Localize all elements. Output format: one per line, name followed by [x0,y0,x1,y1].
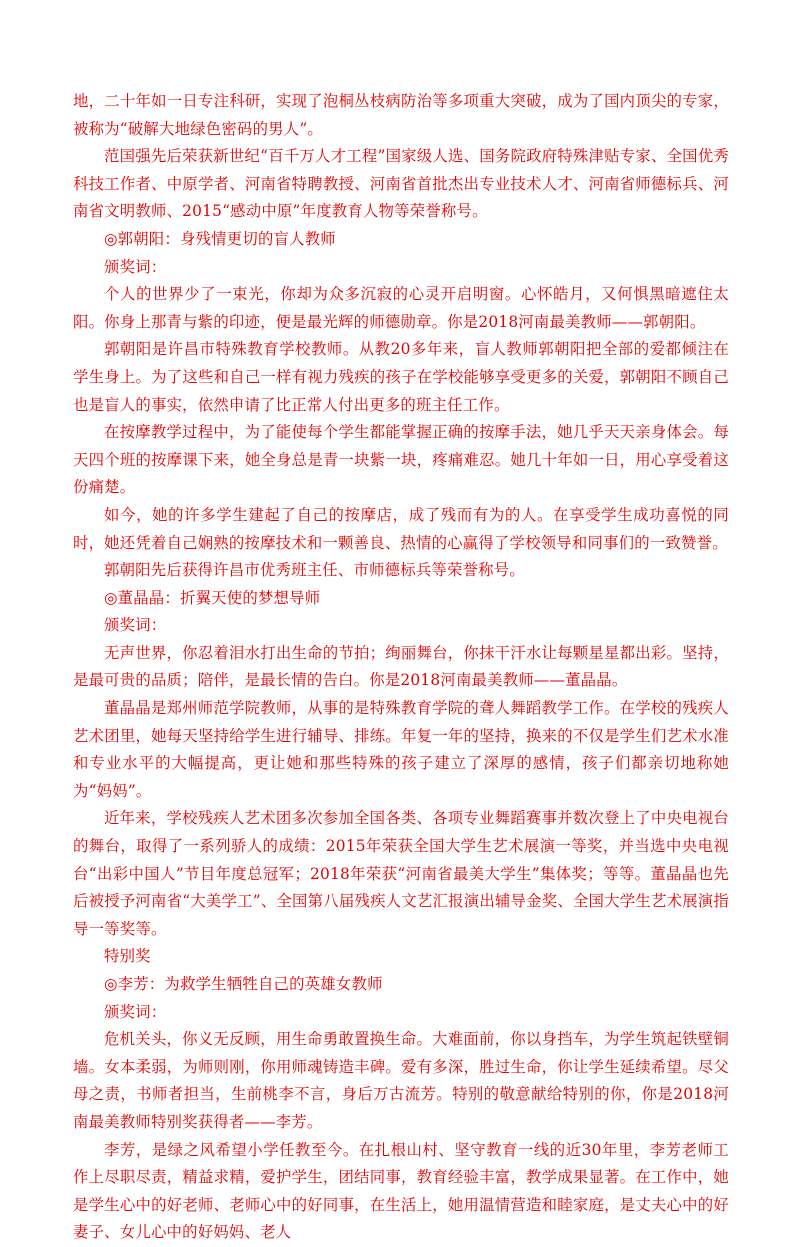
award-speech-label: 颁奖词： [104,616,167,635]
document-body [73,88,729,1247]
paragraph: 地，二十年如一日专注科研，实现了泡桐丛枝病防治等多项重大突破，成为了国内顶尖的专家，被称为“破解大地绿色密码的男人”。 [73,92,729,138]
paragraph: 董晶晶是郑州师范学院教师，从事的是特殊教育学院的聋人舞蹈教学工作。在学校的残疾人艺术团里，她每天坚持给学生进行辅导、排练。年复一年的坚持，换来的不仅是学生们艺术水准和专业水平的大幅提高，更让她和那些特殊的孩子建立了深厚的感情，孩子们都亲切地称她为“妈妈”。 [73,699,729,800]
section-heading: ◎李芳：为救学生牺牲自己的英雄女教师 [104,975,383,993]
paragraph: 近年来，学校残疾人艺术团多次参加全国各类、各项专业舞蹈赛事并数次登上了中央电视台的舞台，取得了一系列骄人的成绩：2015年荣获全国大学生艺术展演一等奖，并当选中央电视台“出彩中国人”节目年度总冠军；2018年荣获“河南省最美大学生”集体奖；等等。董晶晶也先后被授予河南省“大美学工”、全国第八届残疾人文艺汇报演出辅导金奖、全国大学生艺术展演指导一等奖等。 [73,809,729,938]
paragraph: 无声世界，你忍着泪水打出生命的节拍；绚丽舞台，你抹干汗水让每颗星星都出彩。坚持，是最可贵的品质；陪伴，是最长情的告白。你是2018河南最美教师——董晶晶。 [73,643,729,690]
paragraph: 李芳，是绿之风希望小学任教至今。在扎根山村、坚守教育一线的近30年里，李芳老师工作上尽职尽责，精益求精，爱护学生，团结同事，教育经验丰富，教学成果显著。在工作中，她是学生心中的好老师、老师心中的好同事，在生活上，她用温情营造和睦家庭，是丈夫心中的好妻子、女儿心中的好妈妈、老人 [73,1140,729,1242]
award-speech-label: 颁奖词： [104,1002,167,1021]
paragraph: 在按摩教学过程中，为了能使每个学生都能掌握正确的按摩手法，她几乎天天亲身体会。每天四个班的按摩课下来，她全身总是青一块紫一块，疼痛难忍。她几十年如一日，用心享受着这份痛楚。 [73,423,729,497]
paragraph: 郭朝阳先后获得许昌市优秀班主任、市师德标兵等荣誉称号。 [104,561,525,580]
paragraph: 郭朝阳是许昌市特殊教育学校教师。从教20多年来，盲人教师郭朝阳把全部的爱都倾注在学生身上。为了这些和自己一样有视力残疾的孩子在学校能够享受更多的关爱，郭朝阳不顾自己也是盲人的事实，依然申请了比正常人付出更多的班主任工作。 [73,340,729,414]
paragraph: 危机关头，你义无反顾，用生命勇敢置换生命。大难面前，你以身挡车，为学生筑起铁壁铜墙。女本柔弱，为师则刚，你用师魂铸造丰碑。爱有多深，胜过生命，你让学生延续希望。尽父母之责，书师者担当，生前桃李不言，身后万古流芳。特别的敬意献给特别的你，你是2018河南最美教师特别奖获得者——李芳。 [73,1030,729,1131]
section-heading: ◎郭朝阳：身残情更切的盲人教师 [104,229,336,248]
award-speech-label: 颁奖词： [104,257,167,276]
paragraph: 个人的世界少了一束光，你却为众多沉寂的心灵开启明窗。心怀皓月，又何惧黑暗遮住太阳。你身上那青与紫的印迹，便是最光辉的师德勋章。你是2018河南最美教师——郭朝阳。 [73,285,729,331]
paragraph: 如今，她的许多学生建起了自己的按摩店，成了残而有为的人。在享受学生成功喜悦的同时，她还凭着自己娴熟的按摩技术和一颗善良、热情的心赢得了学校领导和同事们的一致赞誉。 [73,505,729,552]
paragraph: 范国强先后荣获新世纪“百千万人才工程”国家级人选、国务院政府特殊津贴专家、全国优秀科技工作者、中原学者、河南省特聘教授、河南省首批杰出专业技术人才、河南省师德标兵、河南省文明教师、2015“感动中原”年度教育人物等荣誉称号。 [73,147,729,221]
special-award-heading: 特别奖 [104,947,151,966]
section-heading: ◎董晶晶：折翼天使的梦想导师 [104,588,321,607]
